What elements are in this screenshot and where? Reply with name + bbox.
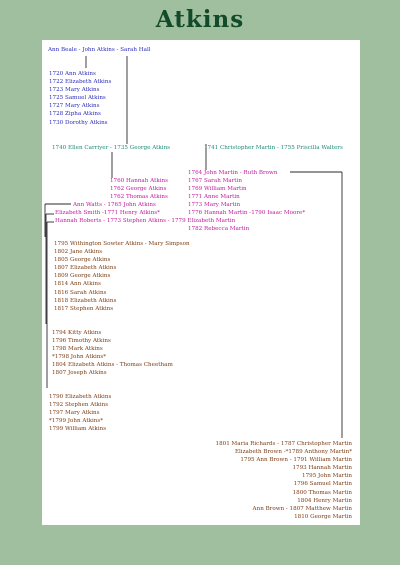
gen3-elizabeth-henry: Elizabeth Smith -1771 Henry Atkins*	[55, 210, 160, 216]
list-item: 1798 Mark Atkins	[52, 346, 103, 353]
gen1-children	[49, 70, 111, 127]
list-item: 1794 Kitty Atkins	[52, 330, 102, 336]
list-item: 1805 George Atkins	[54, 257, 111, 264]
gen4-henry-children	[52, 329, 173, 378]
list-item: 1764 John Martin - Ruth Brown	[188, 170, 278, 176]
gen1-parents: Ann Beale - John Atkins - Sarah Hall	[48, 47, 151, 53]
page-title: Atkins	[155, 6, 245, 33]
list-item: 1725 Samuel Atkins	[49, 95, 106, 102]
gen2-right-couple: 1741 Christopher Martin - 1755 Priscilla Walters	[204, 145, 343, 151]
list-item: 1809 George Atkins	[54, 273, 111, 280]
list-item: 1723 Mary Atkins	[49, 87, 100, 94]
list-item: 1773 Mary Martin	[188, 202, 241, 209]
list-item: 1818 Elizabeth Atkins	[54, 297, 117, 304]
list-item: 1804 Elizabeth Atkins - Thomas Cheetham	[52, 362, 173, 369]
list-item: 1817 Stephen Atkins	[54, 305, 114, 312]
gen4-martin-children	[216, 440, 352, 521]
list-item: 1802 Jane Atkins	[54, 249, 103, 256]
list-item: Ann Brown - 1807 Matthew Martin	[252, 505, 352, 512]
list-item: 1796 Samuel Martin	[293, 481, 352, 488]
gen3-martin-children	[188, 169, 305, 218]
list-item: 1816 Sarah Atkins	[54, 289, 107, 296]
list-item: 1790 Elizabeth Atkins	[49, 394, 112, 400]
list-item: 1804 Henry Martin	[297, 497, 352, 504]
list-item: 1800 Thomas Martin	[292, 489, 352, 496]
list-item: 1776 Hannah Martin -1790 Isaac Moore*	[188, 210, 306, 217]
list-item: 1720 Ann Atkins	[49, 71, 96, 77]
list-item: 1795 Ann Brown - 1791 William Martin	[240, 457, 352, 464]
list-item: 1769 William Martin	[188, 186, 247, 193]
gen4-withington-family	[54, 240, 190, 313]
list-item: 1771 Anne Martin	[188, 194, 240, 201]
list-item: *1799 John Atkins*	[49, 418, 104, 425]
list-item: 1722 Elizabeth Atkins	[49, 79, 112, 86]
list-item: 1814 Ann Atkins	[54, 281, 101, 288]
list-item: 1762 Thomas Atkins	[110, 194, 168, 201]
list-item: 1767 Sarah Martin	[188, 178, 242, 185]
gen2-left-couple: 1740 Ellen Carriyer - 1735 George Atkins	[52, 145, 171, 151]
list-item: 1807 Elizabeth Atkins	[54, 265, 117, 272]
list-item: 1807 Joseph Atkins	[52, 370, 107, 377]
list-item: *1798 John Atkins*	[52, 354, 107, 361]
list-item: 1796 Timothy Atkins	[52, 338, 111, 345]
list-item: 1797 Mary Atkins	[49, 410, 100, 417]
list-item: 1760 Hannah Atkins	[110, 178, 168, 184]
list-item: Elizabeth Brown -*1789 Anthony Martin*	[234, 449, 352, 456]
list-item: 1793 Hannah Martin	[292, 465, 352, 472]
list-item: 1728 Zipha Atkins	[49, 111, 101, 118]
family-tree-sheet	[42, 40, 360, 525]
gen3-rebecca-martin: 1782 Rebecca Martin	[188, 226, 250, 232]
gen3-atkins-children	[110, 177, 168, 201]
list-item: 1795 John Martin	[302, 473, 352, 480]
gen4-stephen-children	[49, 393, 111, 433]
list-item: 1810 George Martin	[294, 513, 352, 520]
gen3-ann-watts-john: Ann Watts - 1765 John Atkins	[73, 202, 156, 208]
list-item: 1799 William Atkins	[49, 426, 107, 433]
list-item: 1795 Withington Sowter Atkins - Mary Simpson	[54, 241, 190, 247]
gen3-hannah-stephen-elizabeth: Hannah Roberts - 1773 Stephen Atkins - 1779 Elizabeth Martin	[55, 218, 236, 224]
list-item: 1730 Dorothy Atkins	[49, 119, 108, 126]
list-item: 1727 Mary Atkins	[49, 103, 100, 110]
list-item: 1792 Stephen Atkins	[49, 402, 109, 409]
list-item: 1762 George Atkins	[110, 186, 167, 193]
list-item: 1801 Maria Richards - 1787 Christopher Martin	[215, 441, 352, 447]
